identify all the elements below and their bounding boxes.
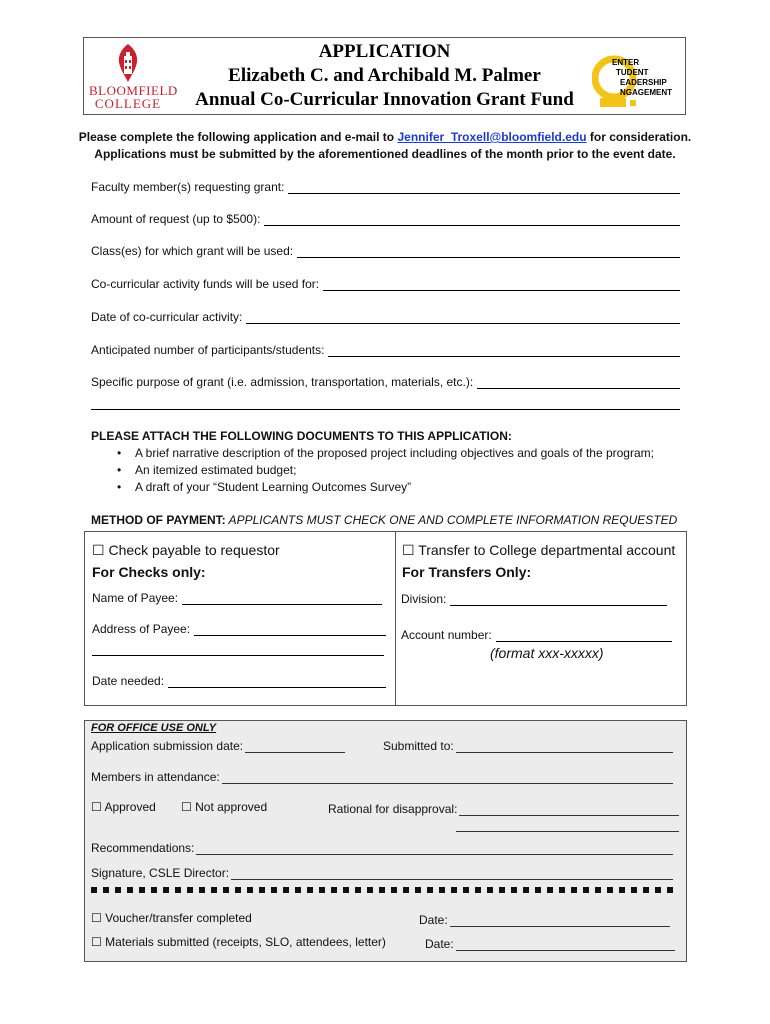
submitted-to-field[interactable] bbox=[383, 737, 673, 753]
not-approved-label: Not approved bbox=[195, 800, 268, 814]
activity-date-field[interactable] bbox=[91, 306, 680, 324]
instructions-prefix: Please complete the following application and e-mail to bbox=[78, 130, 398, 144]
field-input-line[interactable] bbox=[459, 804, 679, 816]
field-label: Signature, CSLE Director: bbox=[91, 866, 230, 880]
attachments-heading: PLEASE ATTACH THE FOLLOWING DOCUMENTS TO THIS APPLICATION: bbox=[91, 429, 512, 443]
instructions-line1 bbox=[60, 129, 710, 146]
payment-column-divider bbox=[395, 532, 396, 705]
rational-continuation-line[interactable] bbox=[456, 831, 679, 832]
field-input-line[interactable] bbox=[456, 741, 673, 753]
materials-date-field[interactable] bbox=[425, 935, 675, 951]
field-input-line[interactable] bbox=[196, 843, 673, 855]
approved-label: Approved bbox=[104, 800, 156, 814]
field-label: Account number: bbox=[401, 628, 492, 642]
participants-field[interactable] bbox=[91, 339, 680, 357]
date-needed-field[interactable] bbox=[92, 672, 386, 688]
checkbox-icon[interactable]: ☐ bbox=[91, 911, 102, 925]
field-label: Members in attendance: bbox=[91, 770, 220, 784]
field-label: Date: bbox=[419, 913, 448, 927]
field-input-line[interactable] bbox=[231, 868, 673, 880]
list-item: • An itemized estimated budget; bbox=[113, 462, 654, 479]
account-format-note: (format xxx-xxxxx) bbox=[490, 645, 604, 661]
field-input-line[interactable] bbox=[323, 277, 680, 291]
transfer-checkbox-row[interactable] bbox=[402, 542, 675, 559]
header-box bbox=[83, 37, 686, 115]
field-input-line[interactable] bbox=[246, 310, 680, 324]
faculty-members-field[interactable] bbox=[91, 176, 680, 194]
field-input-line[interactable] bbox=[222, 772, 673, 784]
not-approved-checkbox-row[interactable] bbox=[181, 800, 267, 814]
payee-address-continuation-line[interactable] bbox=[92, 655, 384, 656]
field-input-line[interactable] bbox=[496, 630, 672, 642]
field-label: Submitted to: bbox=[383, 739, 454, 753]
field-input-line[interactable] bbox=[450, 594, 667, 606]
list-item: • A brief narrative description of the proposed project including objectives and goals of the program; bbox=[113, 445, 654, 462]
check-payable-checkbox-row[interactable] bbox=[92, 542, 280, 559]
field-input-line[interactable] bbox=[168, 676, 386, 688]
director-signature-field[interactable] bbox=[91, 864, 673, 880]
csle-word-3: EADERSHIP bbox=[620, 78, 667, 87]
csle-logo bbox=[592, 48, 686, 110]
field-input-line[interactable] bbox=[456, 939, 675, 951]
field-label: Faculty member(s) requesting grant: bbox=[91, 180, 285, 194]
field-input-line[interactable] bbox=[194, 624, 386, 636]
contact-email-link[interactable]: Jennifer_Troxell@bloomfield.edu bbox=[397, 130, 587, 144]
check-payable-label: Check payable to requestor bbox=[108, 542, 280, 558]
submission-date-field[interactable] bbox=[91, 737, 345, 753]
field-label: Division: bbox=[401, 592, 447, 606]
grant-purpose-field[interactable] bbox=[91, 371, 680, 389]
field-label: Rational for disapproval: bbox=[328, 802, 458, 816]
payment-heading-italic: APPLICANTS MUST CHECK ONE AND COMPLETE INFORMATION REQUESTED bbox=[225, 513, 678, 527]
field-label: Date needed: bbox=[92, 674, 165, 688]
instructions-suffix: for consideration. bbox=[586, 130, 692, 144]
field-label: Co-curricular activity funds will be used for: bbox=[91, 277, 320, 291]
checkbox-icon[interactable]: ☐ bbox=[92, 542, 105, 558]
csle-word-1: ENTER bbox=[612, 58, 640, 67]
logo-text-line1: BLOOMFIELD bbox=[89, 83, 178, 98]
grant-purpose-continuation-line[interactable] bbox=[91, 409, 680, 410]
classes-field[interactable] bbox=[91, 240, 680, 258]
csle-word-2: TUDENT bbox=[616, 68, 649, 77]
title-line-application: APPLICATION bbox=[318, 41, 451, 62]
field-label: Address of Payee: bbox=[92, 622, 191, 636]
approved-checkbox-row[interactable] bbox=[91, 800, 156, 814]
field-input-line[interactable] bbox=[264, 212, 680, 226]
title-line-grant-fund: Annual Co-Curricular Innovation Grant Fund bbox=[195, 89, 574, 110]
field-label: Class(es) for which grant will be used: bbox=[91, 244, 294, 258]
members-attendance-field[interactable] bbox=[91, 768, 673, 784]
voucher-label: Voucher/transfer completed bbox=[105, 911, 252, 925]
instructions bbox=[60, 129, 710, 163]
checkbox-icon[interactable]: ☐ bbox=[181, 800, 192, 814]
recommendations-field[interactable] bbox=[91, 839, 673, 855]
field-label: Application submission date: bbox=[91, 739, 244, 753]
checks-subheading: For Checks only: bbox=[92, 564, 206, 580]
field-label: Amount of request (up to $500): bbox=[91, 212, 261, 226]
attachments-list bbox=[113, 445, 654, 496]
field-label: Specific purpose of grant (i.e. admission, transportation, materials, etc.): bbox=[91, 375, 474, 389]
account-number-field[interactable] bbox=[401, 626, 672, 642]
field-label: Date of co-curricular activity: bbox=[91, 310, 243, 324]
title-line-fund-name: Elizabeth C. and Archibald M. Palmer bbox=[228, 65, 541, 86]
field-input-line[interactable] bbox=[182, 593, 382, 605]
voucher-checkbox-row[interactable] bbox=[91, 911, 252, 925]
field-input-line[interactable] bbox=[450, 915, 670, 927]
field-label: Recommendations: bbox=[91, 841, 195, 855]
checkbox-icon[interactable]: ☐ bbox=[402, 542, 415, 558]
payee-address-field[interactable] bbox=[92, 620, 386, 636]
checkbox-icon[interactable]: ☐ bbox=[91, 935, 102, 949]
checkbox-icon[interactable]: ☐ bbox=[91, 800, 102, 814]
materials-checkbox-row[interactable] bbox=[91, 935, 386, 949]
office-use-heading: FOR OFFICE USE ONLY bbox=[91, 722, 217, 734]
activity-funds-field[interactable] bbox=[91, 273, 680, 291]
dotted-divider bbox=[91, 887, 673, 893]
csle-word-4: NGAGEMENT bbox=[620, 88, 672, 97]
field-input-line[interactable] bbox=[328, 343, 680, 357]
division-field[interactable] bbox=[401, 590, 667, 606]
voucher-date-field[interactable] bbox=[419, 911, 670, 927]
field-input-line[interactable] bbox=[297, 244, 680, 258]
field-label: Date: bbox=[425, 937, 454, 951]
rational-disapproval-field[interactable] bbox=[328, 800, 679, 816]
logo-text-line2: COLLEGE bbox=[94, 96, 162, 111]
list-item: • A draft of your “Student Learning Outcomes Survey” bbox=[113, 479, 654, 496]
payee-name-field[interactable] bbox=[92, 589, 382, 605]
transfer-label: Transfer to College departmental account bbox=[418, 542, 676, 558]
materials-label: Materials submitted (receipts, SLO, attendees, letter) bbox=[105, 935, 386, 949]
instructions-line2: Applications must be submitted by the aforementioned deadlines of the month prior to the event date. bbox=[94, 147, 676, 161]
field-label: Anticipated number of participants/students: bbox=[91, 343, 325, 357]
field-label: Name of Payee: bbox=[92, 591, 179, 605]
field-input-line[interactable] bbox=[477, 375, 680, 389]
transfers-subheading: For Transfers Only: bbox=[402, 564, 532, 580]
payment-heading bbox=[91, 513, 677, 527]
field-input-line[interactable] bbox=[245, 741, 345, 753]
amount-request-field[interactable] bbox=[91, 208, 680, 226]
payment-heading-bold: METHOD OF PAYMENT: bbox=[91, 513, 226, 527]
field-input-line[interactable] bbox=[288, 180, 680, 194]
